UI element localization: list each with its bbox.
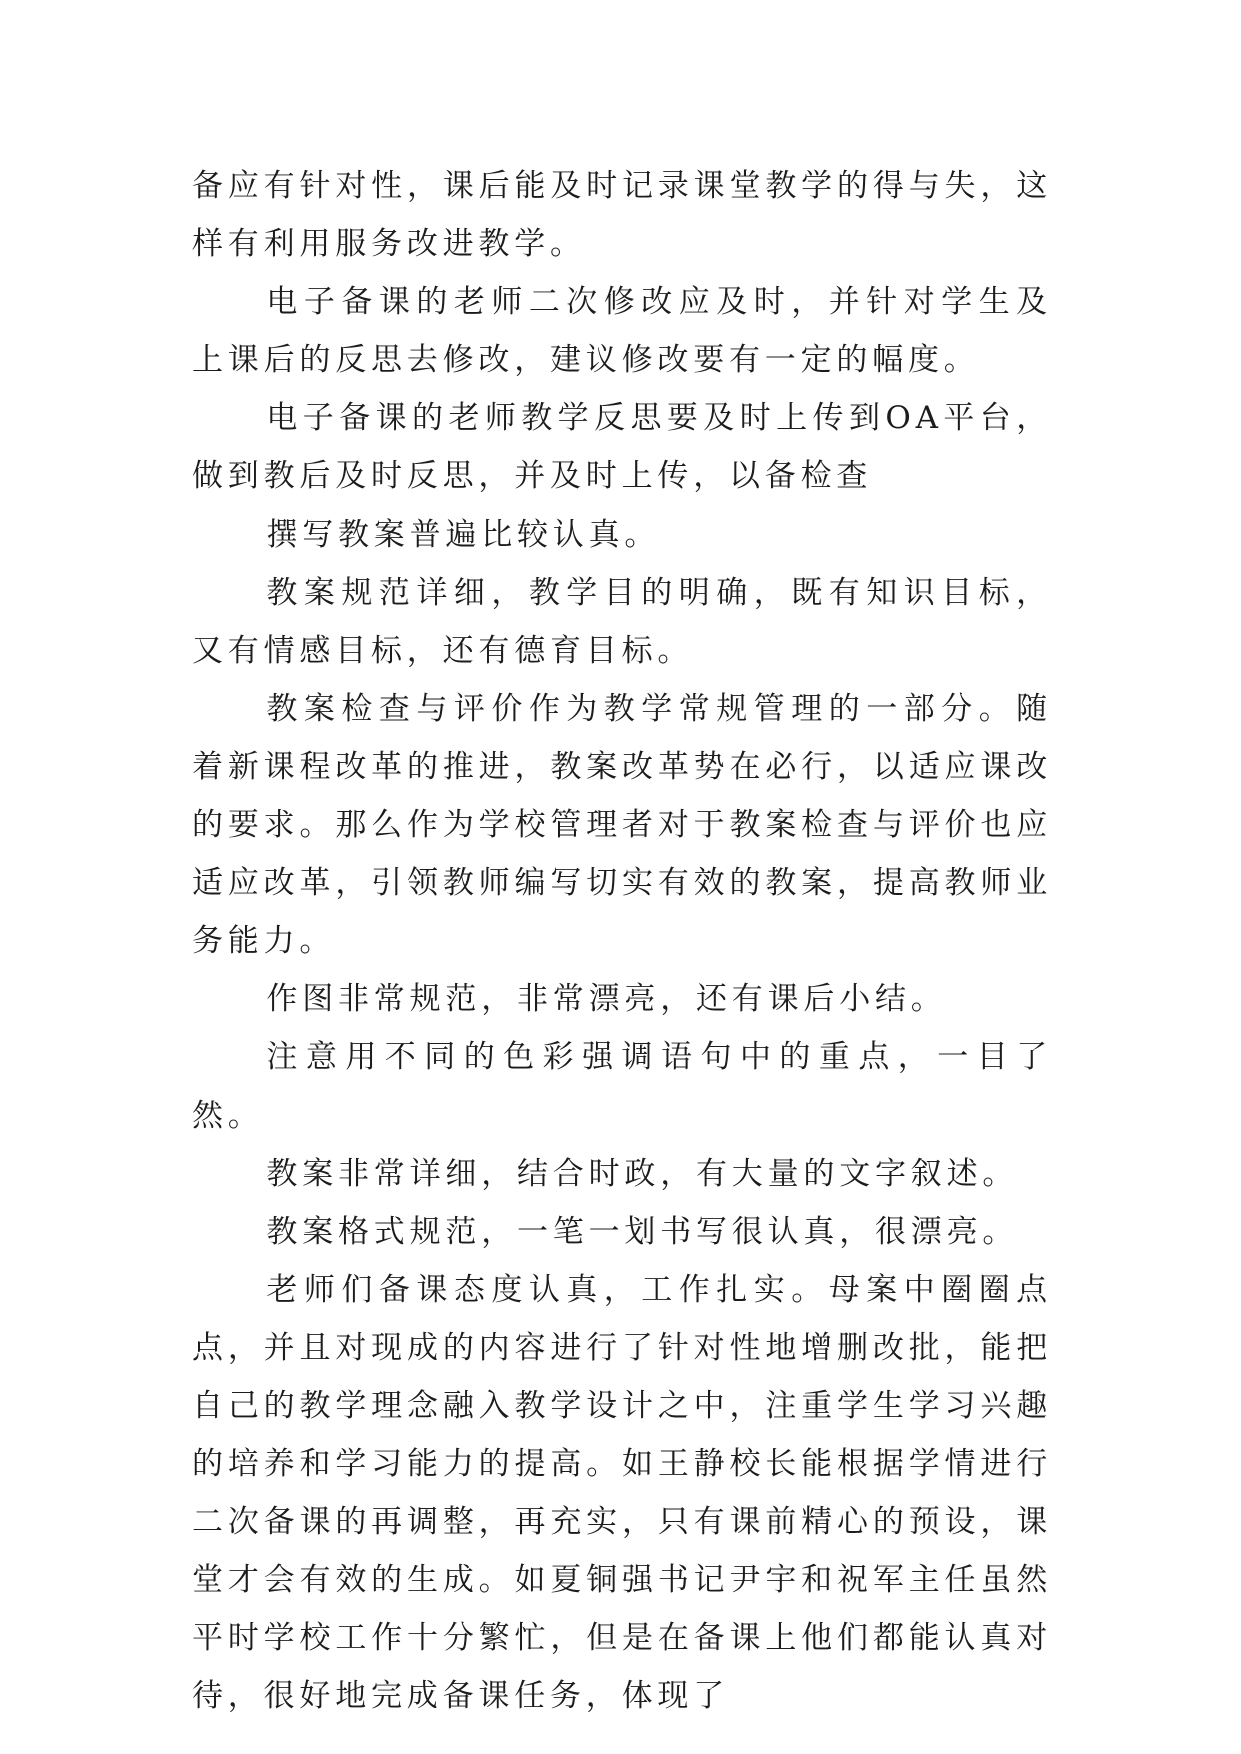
paragraph: 教案非常详细，结合时政，有大量的文字叙述。 (266, 1155, 1019, 1192)
paragraph: 电子备课的老师二次修改应及时，并针对学生及上课后的反思去修改，建议修改要有一定的幅度。 (192, 284, 1052, 379)
document-body (192, 157, 1052, 1726)
paragraph: 教案规范详细，教学目的明确，既有知识目标，又有情感目标，还有德育目标。 (192, 574, 1052, 669)
paragraph: 教案检查与评价作为教学常规管理的一部分。随着新课程改革的推进，教案改革势在必行，以适应课改的要求。那么作为学校管理者对于教案检查与评价也应适应改革，引领教师编写切实有效的教案，提高教师业务能力。 (192, 690, 1052, 960)
paragraph: 注意用不同的色彩强调语句中的重点，一目了然。 (192, 1039, 1052, 1134)
paragraph-continued: 备应有针对性，课后能及时记录课堂教学的得与失，这样有利用服务改进教学。 (192, 168, 1052, 263)
paragraph: 撰写教案普遍比较认真。 (266, 516, 661, 553)
paragraph: 教案格式规范，一笔一划书写很认真，很漂亮。 (266, 1213, 1019, 1250)
paragraph: 作图非常规范，非常漂亮，还有课后小结。 (266, 981, 947, 1018)
paragraph: 老师们备课态度认真，工作扎实。母案中圈圈点点，并且对现成的内容进行了针对性地增删改批，能把自己的教学理念融入教学设计之中，注重学生学习兴趣的培养和学习能力的提高。如王静校长能根据学情进行二次备课的再调整，再充实，只有课前精心的预设，课堂才会有效的生成。如夏铜强书记尹宇和祝军主任虽然平时学校工作十分繁忙，但是在备课上他们都能认真对待，很好地完成备课任务，体现了 (192, 1271, 1052, 1715)
paragraph: 电子备课的老师教学反思要及时上传到OA平台，做到教后及时反思，并及时上传，以备检查 (192, 400, 1052, 495)
